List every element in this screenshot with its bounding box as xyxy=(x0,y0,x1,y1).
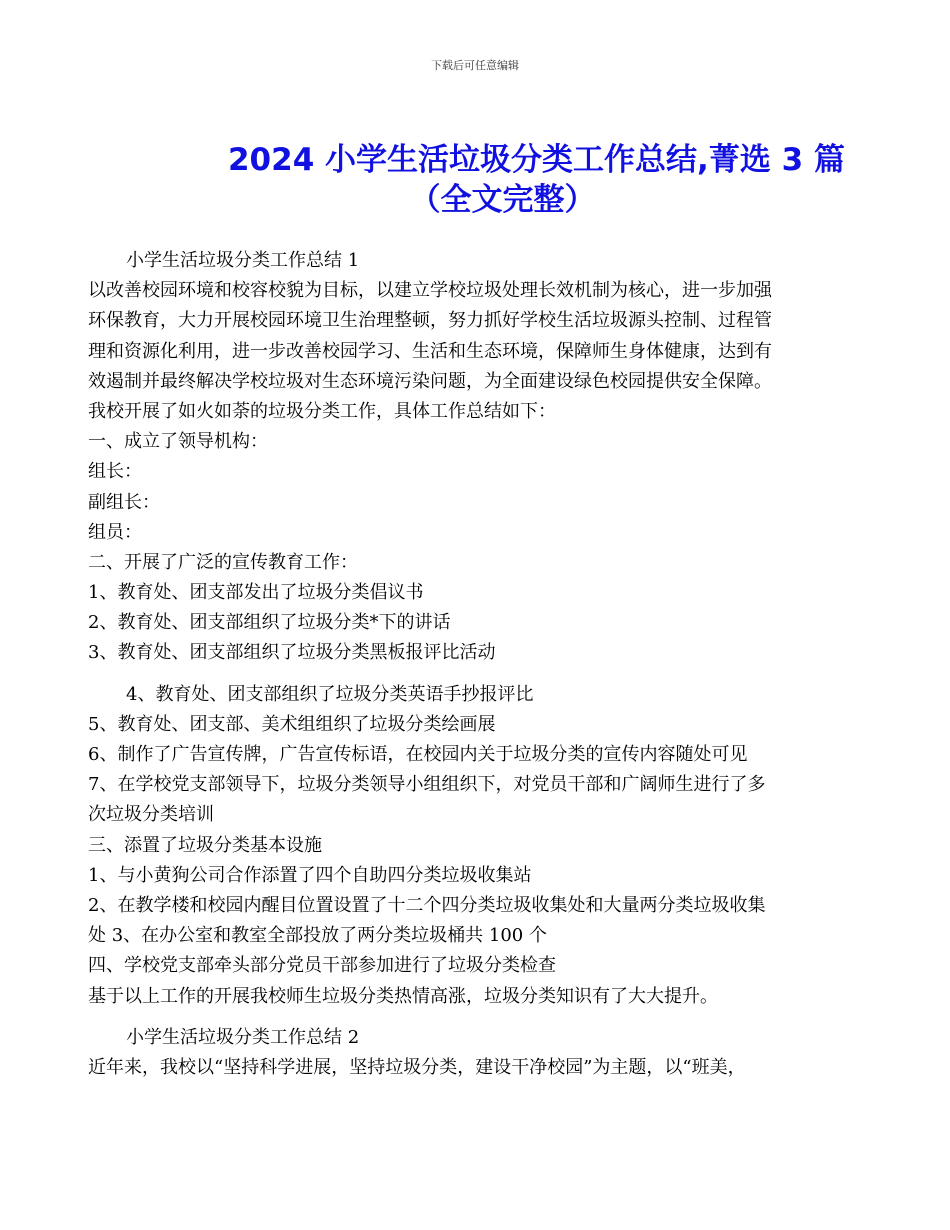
document-title xyxy=(90,140,905,220)
document-body xyxy=(88,246,868,1083)
list-item: 副组长： xyxy=(88,491,160,513)
paragraph-line: 效遏制并最终解决学校垃圾对生态环境污染问题，为全面建设绿色校园提供安全保障。 xyxy=(88,370,772,392)
list-item: 6、制作了广告宣传牌，广告宣传标语，在校园内关于垃圾分类的宣传内容随处可见 xyxy=(88,744,748,765)
section-heading-2: 小学生活垃圾分类工作总结 2 xyxy=(126,1026,360,1048)
list-item: 5、教育处、团支部、美术组组织了垃圾分类绘画展 xyxy=(88,713,496,735)
list-item: 2、教育处、团支部组织了垃圾分类*下的讲话 xyxy=(88,612,451,634)
header-note: 下载后可任意编辑 xyxy=(431,59,519,72)
title-line-1: 2024 小学生活垃圾分类工作总结,菁选 3 篇 xyxy=(227,142,845,178)
list-heading: 三、添置了垃圾分类基本设施 xyxy=(88,834,322,856)
list-heading: 一、成立了领导机构： xyxy=(88,431,268,453)
list-item: 次垃圾分类培训 xyxy=(88,804,214,826)
list-item: 1、与小黄狗公司合作添置了四个自助四分类垃圾收集站 xyxy=(88,864,532,886)
list-heading: 二、开展了广泛的宣传教育工作： xyxy=(88,551,358,573)
list-item: 组员： xyxy=(88,521,142,543)
paragraph-line: 以改善校园环境和校容校貌为目标，以建立学校垃圾处理长效机制为核心，进一步加强 xyxy=(88,280,772,302)
list-item: 2、在教学楼和校园内醒目位置设置了十二个四分类垃圾收集处和大量两分类垃圾收集 xyxy=(88,894,766,916)
list-item: 处 3、在办公室和教室全部投放了两分类垃圾桶共 100 个 xyxy=(88,925,547,947)
paragraph-line: 环保教育，大力开展校园环境卫生治理整顿，努力抓好学校生活垃圾源头控制、过程管 xyxy=(88,310,772,332)
list-item: 1、教育处、团支部发出了垃圾分类倡议书 xyxy=(88,582,424,604)
list-item: 3、教育处、团支部组织了垃圾分类黑板报评比活动 xyxy=(88,642,496,664)
list-item: 7、在学校党支部领导下，垃圾分类领导小组组织下，对党员干部和广阔师生进行了多 xyxy=(88,774,766,796)
section-heading-1: 小学生活垃圾分类工作总结 1 xyxy=(126,250,360,271)
list-item: 4、教育处、团支部组织了垃圾分类英语手抄报评比 xyxy=(126,683,534,705)
title-line-2: （全文完整） xyxy=(409,182,596,218)
list-heading: 四、学校党支部牵头部分党员干部参加进行了垃圾分类检查 xyxy=(88,955,556,977)
paragraph-line: 理和资源化利用，进一步改善校园学习、生活和生态环境，保障师生身体健康，达到有 xyxy=(88,340,772,362)
paragraph-line: 近年来，我校以“坚持科学进展，坚持垃圾分类，建设干净校园”为主题，以“班美， xyxy=(88,1056,746,1078)
list-item: 组长： xyxy=(88,461,142,483)
paragraph-line: 我校开展了如火如荼的垃圾分类工作，具体工作总结如下： xyxy=(88,400,556,422)
paragraph-line: 基于以上工作的开展我校师生垃圾分类热情高涨，垃圾分类知识有了大大提升。 xyxy=(88,985,718,1007)
